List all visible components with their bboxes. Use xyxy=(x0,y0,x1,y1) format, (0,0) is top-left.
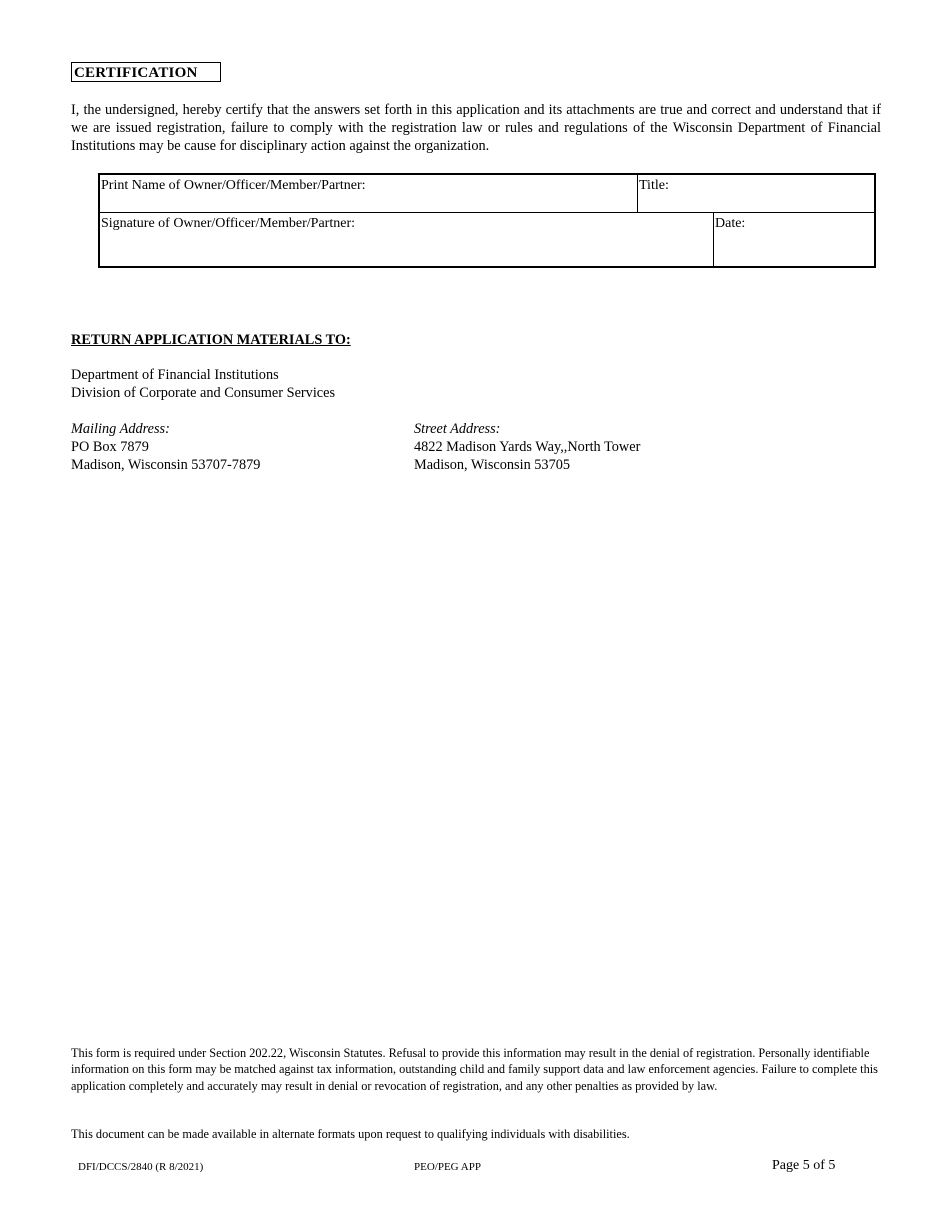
title-field[interactable] xyxy=(638,175,874,212)
street-address xyxy=(414,420,640,474)
signature-table xyxy=(98,173,876,268)
print-name-row xyxy=(100,175,874,213)
mailing-address-line1: PO Box 7879 xyxy=(71,439,149,455)
certification-statement: I, the undersigned, hereby certify that the answers set forth in this application and its attachments are true and correct and understand that if we are issued registration, failure to comply with the registration law or rules and regulations of the Wisconsin Department of Financial Institutions may be cause for disciplinary action against the organization. xyxy=(71,102,881,154)
signature-field[interactable] xyxy=(100,213,714,266)
return-materials-heading: RETURN APPLICATION MATERIALS TO: xyxy=(71,332,351,348)
department-block xyxy=(71,366,335,402)
mailing-address xyxy=(71,420,260,474)
street-address-label: Street Address: xyxy=(414,421,501,437)
legal-notice: This form is required under Section 202.22, Wisconsin Statutes. Refusal to provide this information may result in the denial of registration. Personally identifiable information on this form may be matched against tax information, outstanding child and family support data and law enforcement agencies. Failure to complete this application completely and accurately may result in denial or revocation of registration, and any other penalties as provided by law. xyxy=(71,1046,878,1093)
signature-label: Signature of Owner/Officer/Member/Partner: xyxy=(101,216,355,231)
print-name-field[interactable] xyxy=(100,175,638,212)
alternate-formats-notice: This document can be made available in alternate formats upon request to qualifying individuals with disabilities. xyxy=(71,1127,630,1141)
date-label: Date: xyxy=(715,216,746,231)
certification-heading: CERTIFICATION xyxy=(71,62,221,82)
form-id: DFI/DCCS/2840 (R 8/2021) xyxy=(78,1161,204,1173)
date-field[interactable] xyxy=(714,213,874,266)
page-number: Page 5 of 5 xyxy=(772,1158,836,1173)
application-code: PEO/PEG APP xyxy=(414,1161,481,1173)
mailing-address-line2: Madison, Wisconsin 53707-7879 xyxy=(71,457,261,473)
street-address-line1: 4822 Madison Yards Way,,North Tower xyxy=(414,439,641,455)
signature-row xyxy=(100,213,874,266)
division-name: Division of Corporate and Consumer Services xyxy=(71,385,336,401)
print-name-label: Print Name of Owner/Officer/Member/Partner: xyxy=(101,178,366,193)
mailing-address-label: Mailing Address: xyxy=(71,421,170,437)
street-address-line2: Madison, Wisconsin 53705 xyxy=(414,457,571,473)
department-name: Department of Financial Institutions xyxy=(71,367,279,383)
title-label: Title: xyxy=(639,178,669,193)
